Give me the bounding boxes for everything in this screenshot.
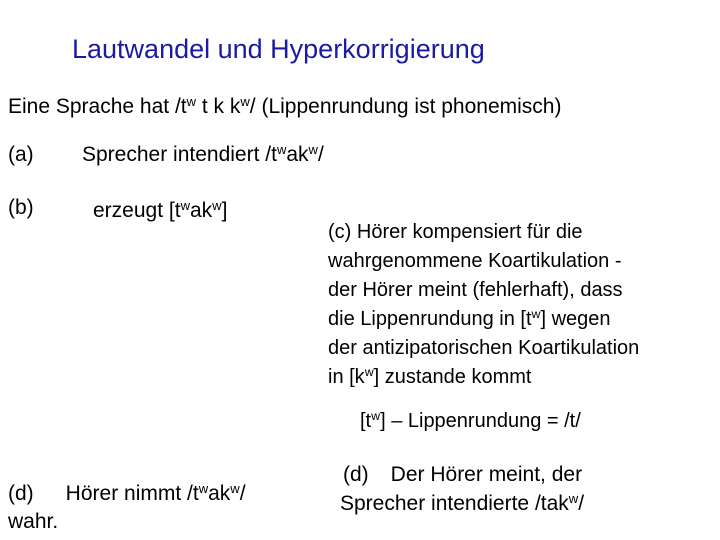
item-a-text bbox=[82, 143, 324, 167]
item-d-right-line-2 bbox=[340, 492, 584, 516]
formula-text-1: [t bbox=[360, 410, 372, 432]
item-b-text bbox=[93, 199, 227, 223]
labialization-superscript: w bbox=[240, 93, 250, 109]
labialization-superscript: w bbox=[212, 197, 222, 213]
item-a-text-2: ak bbox=[286, 143, 309, 166]
formula-text-2: ] – Lippenrundung = /t/ bbox=[380, 410, 581, 432]
item-b-text-1: erzeugt [t bbox=[93, 199, 181, 222]
labialization-superscript: w bbox=[198, 480, 209, 496]
item-b-text-2: ak bbox=[189, 199, 213, 222]
item-d-left-label: (d) bbox=[8, 482, 34, 505]
item-c-line-5: der antizipatorischen Koartikulation bbox=[328, 337, 640, 359]
item-a-text-3: / bbox=[317, 143, 324, 166]
item-c-line-1: (c) Hörer kompensiert für die bbox=[328, 221, 583, 243]
labialization-superscript: w bbox=[371, 409, 381, 424]
item-d-left-line-1 bbox=[8, 482, 246, 506]
item-b-label: (b) bbox=[8, 196, 34, 219]
item-a-text-1: Sprecher intendiert /t bbox=[82, 143, 277, 166]
labialization-superscript: w bbox=[186, 93, 197, 109]
labialization-superscript: w bbox=[364, 365, 374, 380]
item-c-line-3: der Hörer meint (fehlerhaft), dass bbox=[328, 279, 623, 301]
item-d-right-text-1: Der Hörer meint, der bbox=[390, 463, 583, 486]
item-d-right-label: (d) bbox=[343, 463, 369, 486]
item-c-line-4 bbox=[328, 305, 639, 334]
labialization-superscript: w bbox=[276, 141, 287, 157]
labialization-superscript: w bbox=[230, 480, 240, 496]
intro-text-3: / (Lippenrundung ist phonemisch) bbox=[249, 95, 562, 118]
formula bbox=[360, 410, 581, 433]
labialization-superscript: w bbox=[308, 141, 318, 157]
item-d-right-line-1 bbox=[343, 463, 582, 487]
item-c-block bbox=[328, 218, 639, 392]
item-d-right-text-3: / bbox=[578, 492, 585, 515]
intro-text-1: Eine Sprache hat /t bbox=[8, 95, 187, 118]
labialization-superscript: w bbox=[568, 490, 579, 506]
item-c-line-6-text-2: ] zustande kommt bbox=[373, 366, 532, 388]
item-d-left-text-3: / bbox=[239, 482, 246, 505]
item-c-line-2: wahrgenommene Koartikulation - bbox=[328, 250, 622, 272]
item-a-label: (a) bbox=[8, 143, 34, 166]
item-d-left-text-2: ak bbox=[208, 482, 231, 505]
item-d-right-text-2: Sprecher intendierte /tak bbox=[340, 492, 569, 515]
item-d-left-line-2: wahr. bbox=[8, 510, 59, 533]
labialization-superscript: w bbox=[531, 307, 541, 322]
item-c-line-4-text-2: ] wegen bbox=[540, 308, 611, 330]
item-c-line-4-text-1: die Lippenrundung in [t bbox=[328, 308, 532, 330]
item-d-left-text-1: Hörer nimmt /t bbox=[65, 482, 199, 505]
intro-text-2: t k k bbox=[196, 95, 241, 118]
intro-sentence bbox=[8, 95, 561, 119]
slide-title: Lautwandel und Hyperkorrigierung bbox=[72, 34, 485, 64]
item-b-text-3: ] bbox=[221, 199, 228, 222]
item-c-line-6 bbox=[328, 363, 639, 392]
labialization-superscript: w bbox=[180, 197, 190, 213]
item-c-line-6-text-1: in [k bbox=[328, 366, 365, 388]
